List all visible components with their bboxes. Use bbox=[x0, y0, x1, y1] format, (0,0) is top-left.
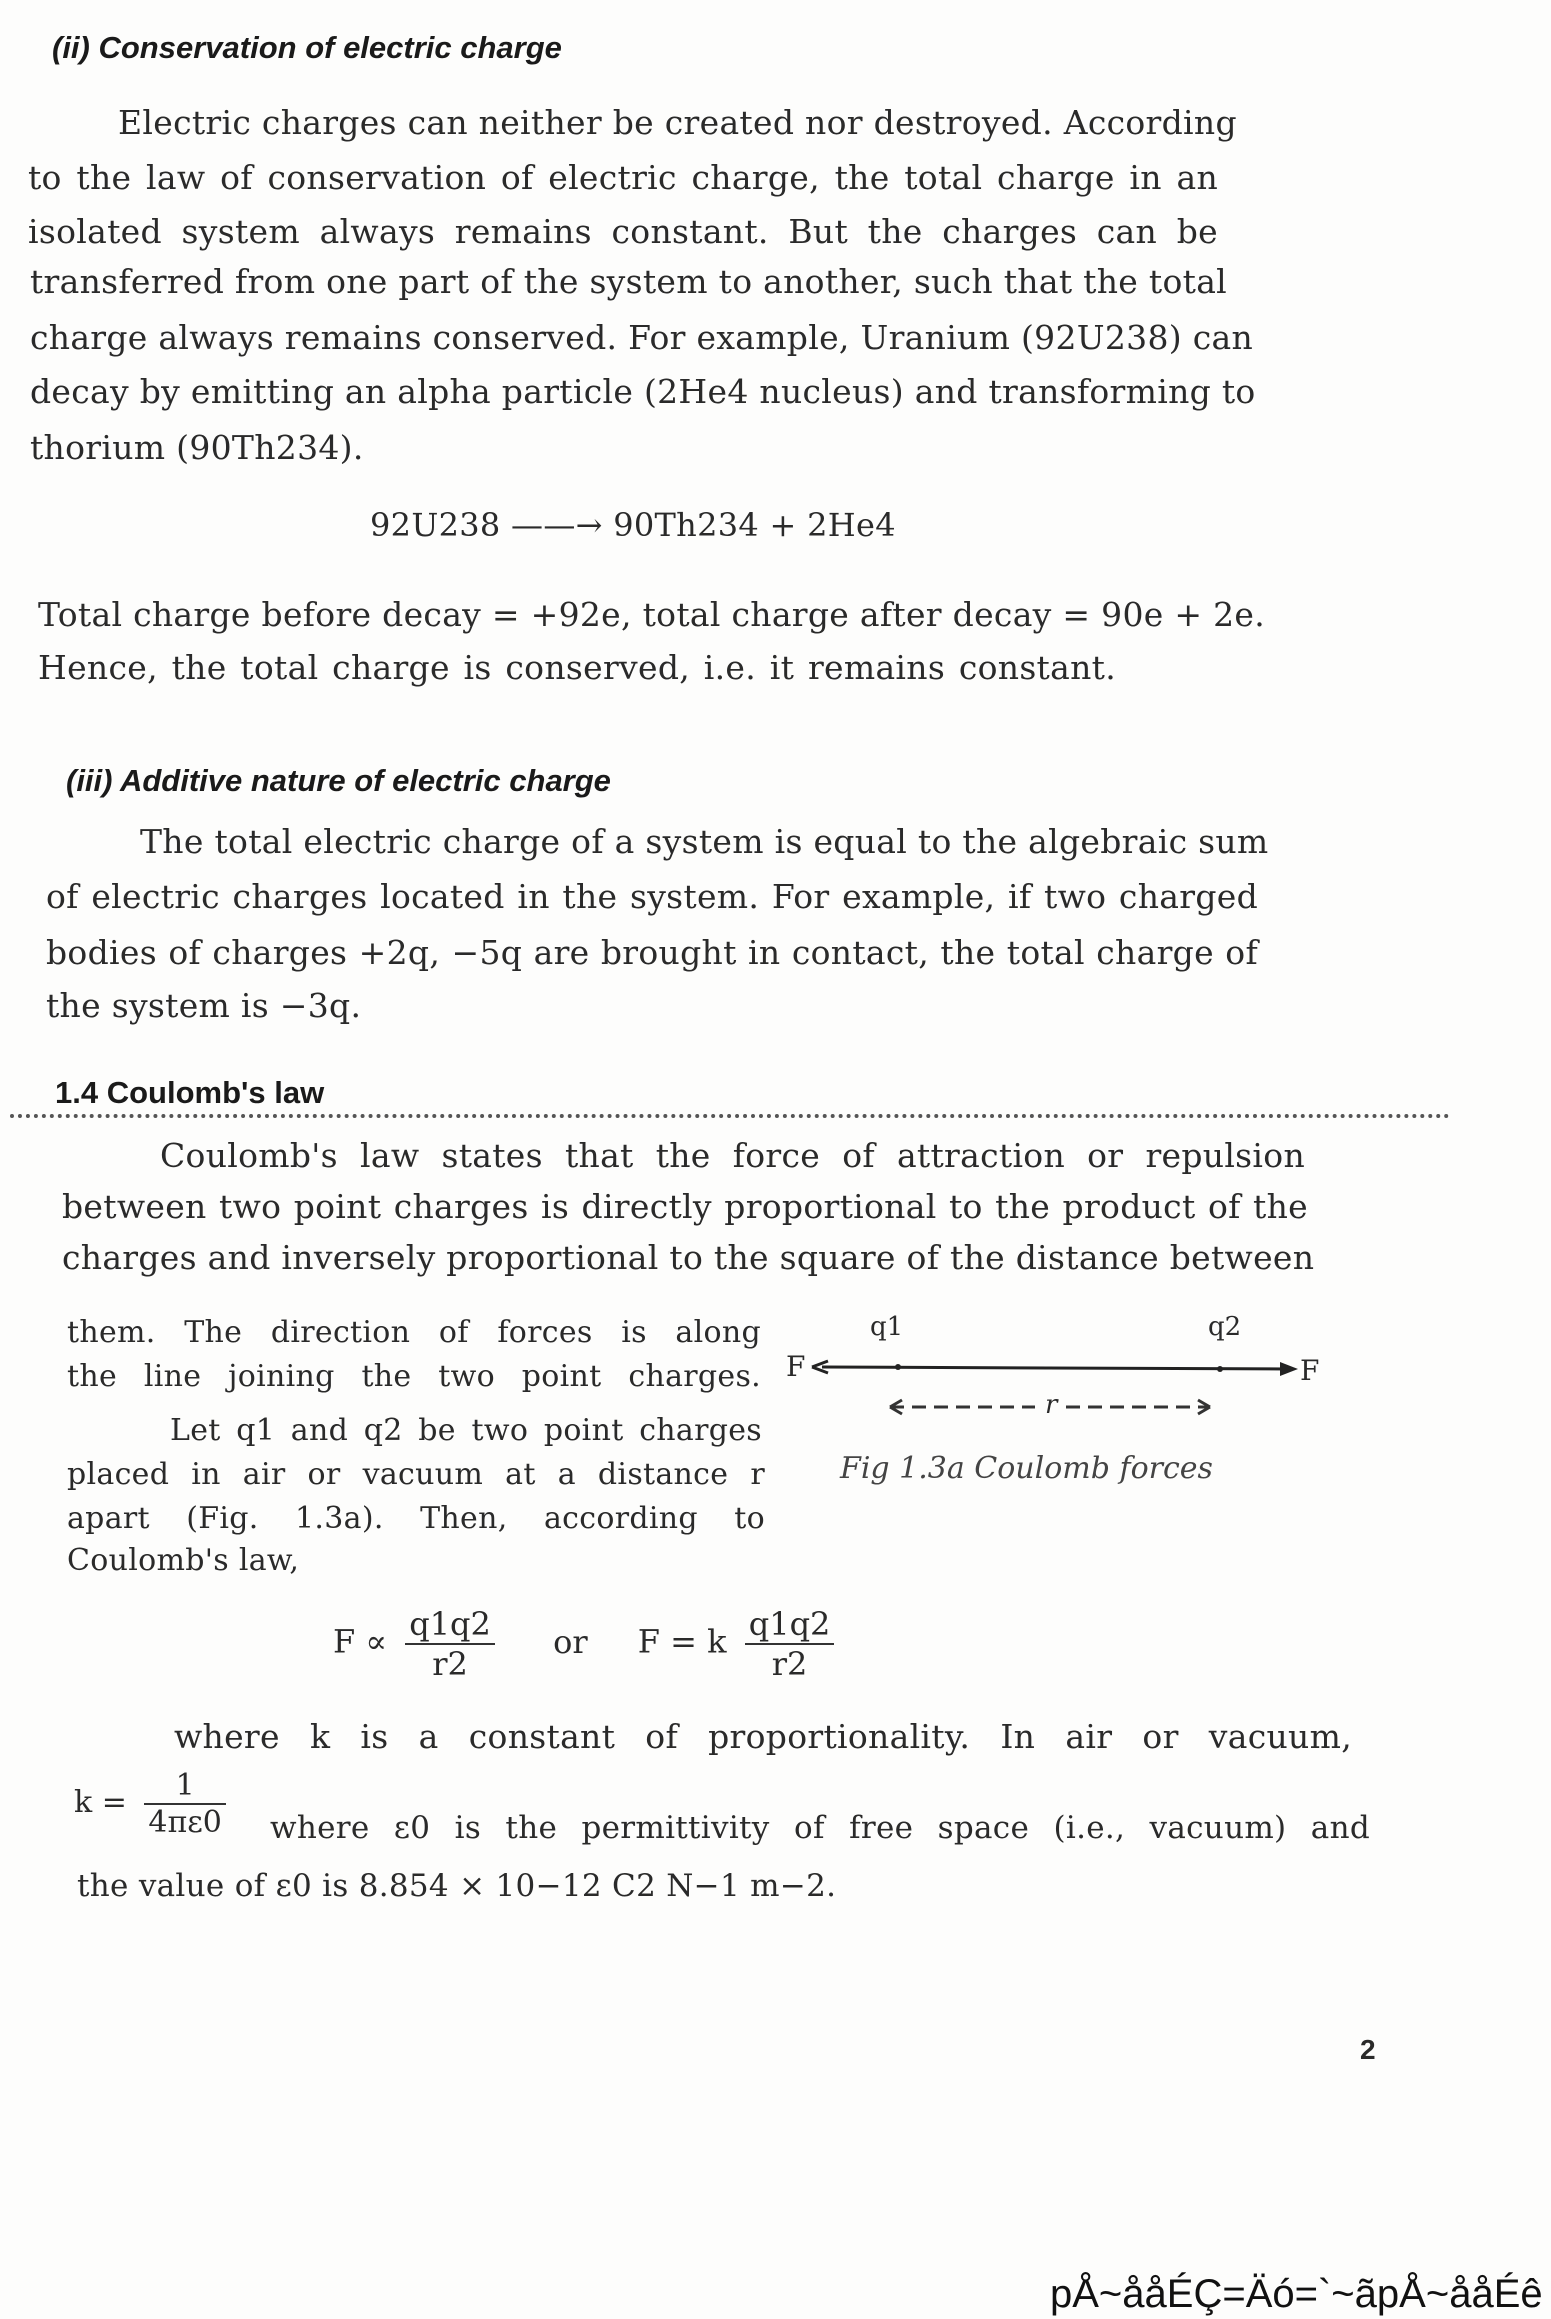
dotted-divider bbox=[10, 1114, 1450, 1118]
fraction-numerator: q1q2 bbox=[745, 1605, 835, 1645]
charge-q1-label: q1 bbox=[870, 1312, 904, 1342]
force-right-label: F bbox=[1300, 1354, 1320, 1387]
para-line: Let q1 and q2 be two point charges bbox=[170, 1413, 762, 1448]
or-text: or bbox=[553, 1622, 588, 1661]
para-line: placed in air or vacuum at a distance r bbox=[67, 1457, 765, 1492]
equality-lhs: F = k bbox=[637, 1622, 727, 1661]
para-line: the value of ε0 is 8.854 × 10−12 C2 N−1 m−2. bbox=[77, 1868, 837, 1904]
figure-caption: Fig 1.3a Coulomb forces bbox=[840, 1451, 1213, 1486]
para-line: where k is a constant of proportionality. In air or vacuum, bbox=[174, 1717, 1352, 1756]
fraction-numerator: q1q2 bbox=[405, 1605, 495, 1645]
fraction-denominator: r2 bbox=[432, 1645, 468, 1683]
para-line: The total electric charge of a system is equal to the algebraic sum bbox=[140, 822, 1269, 861]
para-line: between two point charges is directly proportional to the product of the bbox=[62, 1187, 1308, 1226]
para-line: thorium (90Th234). bbox=[30, 428, 364, 467]
distance-r-label: r bbox=[1045, 1390, 1058, 1420]
page-number: 2 bbox=[1360, 2034, 1376, 2065]
para-line: the line joining the two point charges. bbox=[67, 1359, 761, 1394]
k-lhs: k = bbox=[74, 1785, 127, 1820]
k-denominator: 4πε0 bbox=[148, 1805, 222, 1840]
k-definition bbox=[74, 1768, 234, 1840]
section-14-heading: 1.4 Coulomb's law bbox=[55, 1075, 325, 1110]
para-line: Total charge before decay = +92e, total charge after decay = 90e + 2e. bbox=[38, 595, 1266, 634]
para-line: apart (Fig. 1.3a). Then, according to bbox=[67, 1501, 765, 1536]
para-line: of electric charges located in the system. For example, if two charged bbox=[46, 877, 1258, 916]
para-line: bodies of charges +2q, −5q are brought in contact, the total charge of bbox=[46, 933, 1258, 972]
para-line: isolated system always remains constant. But the charges can be bbox=[28, 212, 1218, 251]
para-line: to the law of conservation of electric charge, the total charge in an bbox=[28, 158, 1218, 197]
force-left-label: F bbox=[786, 1350, 806, 1383]
para-line: decay by emitting an alpha particle (2He4 nucleus) and transforming to bbox=[30, 372, 1256, 411]
section-iii-heading: (iii) Additive nature of electric charge bbox=[66, 763, 611, 798]
para-line: the system is −3q. bbox=[46, 986, 362, 1025]
k-numerator: 1 bbox=[144, 1768, 225, 1805]
para-line: Electric charges can neither be created nor destroyed. According bbox=[118, 103, 1237, 142]
coulomb-formula bbox=[333, 1605, 842, 1683]
decay-equation: 92U238 ——→ 90Th234 + 2He4 bbox=[370, 506, 896, 544]
para-line: Hence, the total charge is conserved, i.e. it remains constant. bbox=[38, 648, 1116, 687]
para-line: them. The direction of forces is along bbox=[67, 1315, 761, 1350]
para-line: Coulomb's law states that the force of attraction or repulsion bbox=[160, 1136, 1305, 1175]
charge-q2-label: q2 bbox=[1208, 1312, 1242, 1342]
para-line: where ε0 is the permittivity of free space (i.e., vacuum) and bbox=[270, 1810, 1370, 1846]
para-line: charge always remains conserved. For example, Uranium (92U238) can bbox=[30, 318, 1254, 357]
para-line: charges and inversely proportional to the square of the distance between bbox=[62, 1238, 1315, 1277]
section-ii-heading: (ii) Conservation of electric charge bbox=[52, 30, 562, 65]
scanner-watermark: pÅ~ååÉÇ=Äó=`~ãpÅ~ååÉê bbox=[1050, 2272, 1543, 2316]
fraction-denominator: r2 bbox=[771, 1645, 808, 1683]
para-line: transferred from one part of the system to another, such that the total bbox=[30, 262, 1228, 301]
proportional-lhs: F ∝ bbox=[333, 1622, 388, 1661]
para-line: Coulomb's law, bbox=[67, 1543, 300, 1578]
